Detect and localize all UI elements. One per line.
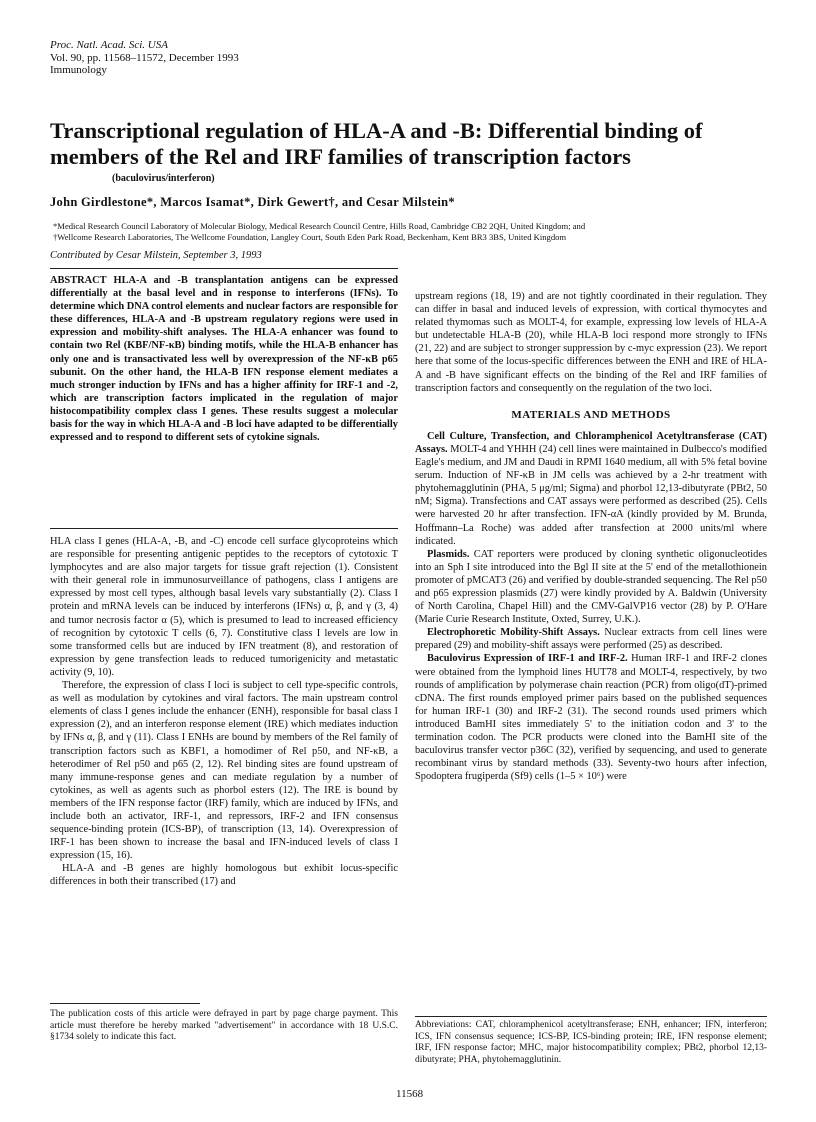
- run-in-heading: Plasmids.: [427, 548, 470, 560]
- author-list: John Girdlestone*, Marcos Isamat*, Dirk Gewert†, and Cesar Milstein*: [50, 195, 455, 209]
- methods-paragraph: Plasmids. CAT reporters were produced by cloning synthetic oligonucleotides into an Sph I site introduced into the Bgl II site at the 5' end of the metallothionein promoter of pMCAT3 (26) and verified by double-stranded sequencing. The Rel p50 and p65 expression plasmids (27) were kindly provided by A. Baldwin (University of North Carolina, Chapel Hill) and the CMV-GalVP16 vector (28) by P. O'Hare (Marie Curie Research Institute, Oxted, Surrey, U.K.).: [415, 548, 767, 626]
- paragraph: HLA class I genes (HLA-A, -B, and -C) encode cell surface glycoproteins which are responsible for presenting antigenic peptides to the receptors of cytotoxic T lymphocytes and are also major targets for tissue graft rejection (1). Consistent with their general role in immunosurveillance of pathogens, class I antigens are expressed by most cell types, although basal levels vary substantially (2). Class I protein and mRNA levels can be induced by interferons (IFNs) α, β, and γ (3, 4) and tumor necrosis factor α (5), which is presumed to lead to increased efficiency of recognition by cytotoxic T cells (6, 7). Constitutive class I levels are low in some transformed cells but are induced by IFN treatment (8), and restoration of expression by gene transfection leads to reduced tumorigenicity and metastatic activity (9, 10).: [50, 536, 398, 678]
- paragraph: HLA-A and -B genes are highly homologous but exhibit locus-specific differences in both their transcribed (17) and: [50, 863, 398, 888]
- publication-footnote: The publication costs of this article were defrayed in part by page charge payment. This article must therefore be hereby marked "advertisement" in accordance with 18 U.S.C. §1734 solely to indicate this fact.: [50, 1009, 398, 1042]
- affiliation-2: †Wellcome Research Laboratories, The Wellcome Foundation, Langley Court, South Eden Park Road, Beckenham, Kent BR3 3BS, United Kingdom: [53, 232, 567, 242]
- run-in-heading: Cell Culture, Transfection, and Chloramphenicol Acetyltransferase (CAT) Assays.: [415, 430, 767, 455]
- page-number: 11568: [396, 1088, 424, 1100]
- journal-name: Proc. Natl. Acad. Sci. USA: [50, 39, 168, 51]
- abbreviations-rule: [415, 1016, 767, 1017]
- paragraph: upstream regions (18, 19) and are not tightly coordinated in their regulation. They can differ in basal and induced levels of expression, with cortical thymocytes and related thymomas such as MOLT-4, for example, expressing low levels of HLA-A but undetectable HLA-B (20), while HLA-B loci respond more strongly to IFNs (21, 22) and are subject to stronger suppression by c-myc expression (23). We report here that some of the locus-specific differences between the ENH and IRE of HLA-A and -B have significant effects on the binding of the Rel and IRF families of transcription factors and consequently on the regulation of the two loci.: [415, 291, 767, 394]
- affiliation-1: *Medical Research Council Laboratory of Molecular Biology, Medical Research Council Centre, Hills Road, Cambridge CB2 2QH, United Kingdom; and: [53, 221, 586, 231]
- right-column-body: [415, 290, 767, 783]
- section-label: Immunology: [50, 64, 107, 76]
- methods-paragraph: Cell Culture, Transfection, and Chloramphenicol Acetyltransferase (CAT) Assays. MOLT-4 and YHHH (24) cell lines were maintained in Dulbecco's modified Eagle's medium, and JM and Daudi in RPMI 1640 medium, all with 5% fetal bovine serum. Induction of NF-κB in JM cells was achieved by a 2-hr treatment with phytohemagglutinin (PHA, 5 μg/ml; Sigma) and phorbol 12,13-dibutyrate (PBt2, 50 nM; Sigma). Transfections and CAT assays were performed as described (25). Cells were harvested 20 hr after transfection. IFN-αA (kindly provided by M. Brunda, Hoffmann–La Roche) was added after transfection at 2000 units/ml where indicated.: [415, 430, 767, 547]
- paragraph: Therefore, the expression of class I loci is subject to cell type-specific controls, as well as modulation by cytokines and viral factors. The main upstream control elements of class I genes include the enhancer (ENH), responsible for basal class I expression (2), and an interferon response element (IRE) which mediates induction by IFNs α, β, and γ (11). Class I ENHs are bound by members of the Rel family of transcription factors such as KBF1, a homodimer of Rel p50, and NF-κB, a heterodimer of Rel p50 and p65 (2, 12). Rel binding sites are found upstream of many immune-response genes and can mediate regulation by a number of cytokines, as well as agents such as phorbol esters (12). The IRE is bound by members of the IFN response factor (IRF) family, which are induced by IFNs, and include both an activator, IRF-1, and repressors, IRF-2 and IFN consensus sequence-binding protein (ICS-BP), of transcription (13, 14). Overexpression of IRF-1 has been shown to increase the basal and IFN-induced levels of class I expression (15, 16).: [50, 680, 398, 862]
- section-heading: MATERIALS AND METHODS: [511, 408, 671, 421]
- run-in-heading: Baculovirus Expression of IRF-1 and IRF-2.: [427, 653, 628, 665]
- run-in-heading: Electrophoretic Mobility-Shift Assays.: [427, 627, 600, 639]
- methods-paragraph: Electrophoretic Mobility-Shift Assays. Nuclear extracts from cell lines were prepared (29) and mobility-shift assays were performed (25) as described.: [415, 627, 767, 652]
- keywords: (baculovirus/interferon): [112, 173, 215, 184]
- abbreviations: Abbreviations: CAT, chloramphenicol acetyltransferase; ENH, enhancer; IFN, interferon; ICS, IFN consensus sequence; ICS-BP, ICS-binding protein; IRE, IFN response element; IRF, IFN response factor; MHC, major histocompatibility complex; PBt2, phorbol 12,13-dibutyrate; PHA, phytohemagglutinin.: [415, 1020, 767, 1065]
- methods-paragraph: Baculovirus Expression of IRF-1 and IRF-2. Human IRF-1 and IRF-2 clones were obtained from the lymphoid lines HUT78 and MOLT-4, respectively, by two rounds of amplification by polymerase chain reaction (PCR) from oligo(dT)-primed cDNA. The first rounds employed primer pairs based on the published sequences for human IRF-1 (30) and IRF-2 (31). The second rounds used primers which introduced BamHI sites immediately 5' to the initiation codon and 3' to the termination codon. The PCR products were cloned into the BamHI site of the baculovirus transfer vector p36C (32), verified by sequencing, and used to generate recombinant virus by standard methods (33). Seventy-two hours after infection, Spodoptera frugiperda (Sf9) cells (1–5 × 10⁶) were: [415, 653, 767, 783]
- affiliations: [53, 221, 773, 243]
- footnote-rule: [50, 1003, 200, 1004]
- abstract: ABSTRACT HLA-A and -B transplantation antigens can be expressed differentially at the basal level and in response to interferons (IFNs). To determine which DNA control elements and nuclear factors are responsible for these differences, HLA-A and -B upstream regulatory regions were used in expression and mobility-shift analyses. The HLA-A enhancer was found to contain two Rel (KBF/NF-κB) binding motifs, while the HLA-B enhancer has only one and is transactivated less well by overexpression of the NF-κB p65 subunit. On the other hand, the HLA-B IFN response element mediates a much stronger induction by IFNs and has a higher affinity for IRF-1 and -2, which are transcription factors implicated in the regulation of major histocompatibility complex class I genes. These results suggest a molecular basis for the way in which HLA-A and -B loci have adapted to be differentially expressed and to respond to different sets of cytokine signals.: [50, 275, 398, 444]
- abstract-bottom-rule: [50, 528, 398, 529]
- volume-info: Vol. 90, pp. 11568–11572, December 1993: [50, 51, 239, 64]
- contributed-line: Contributed by Cesar Milstein, September 3, 1993: [50, 250, 262, 261]
- left-column-body: [50, 535, 398, 889]
- article-title: Transcriptional regulation of HLA-A and -B: Differential binding of members of the Rel and IRF families of transcription factors: [50, 118, 703, 169]
- abstract-top-rule: [50, 268, 398, 269]
- journal-header: [50, 39, 239, 77]
